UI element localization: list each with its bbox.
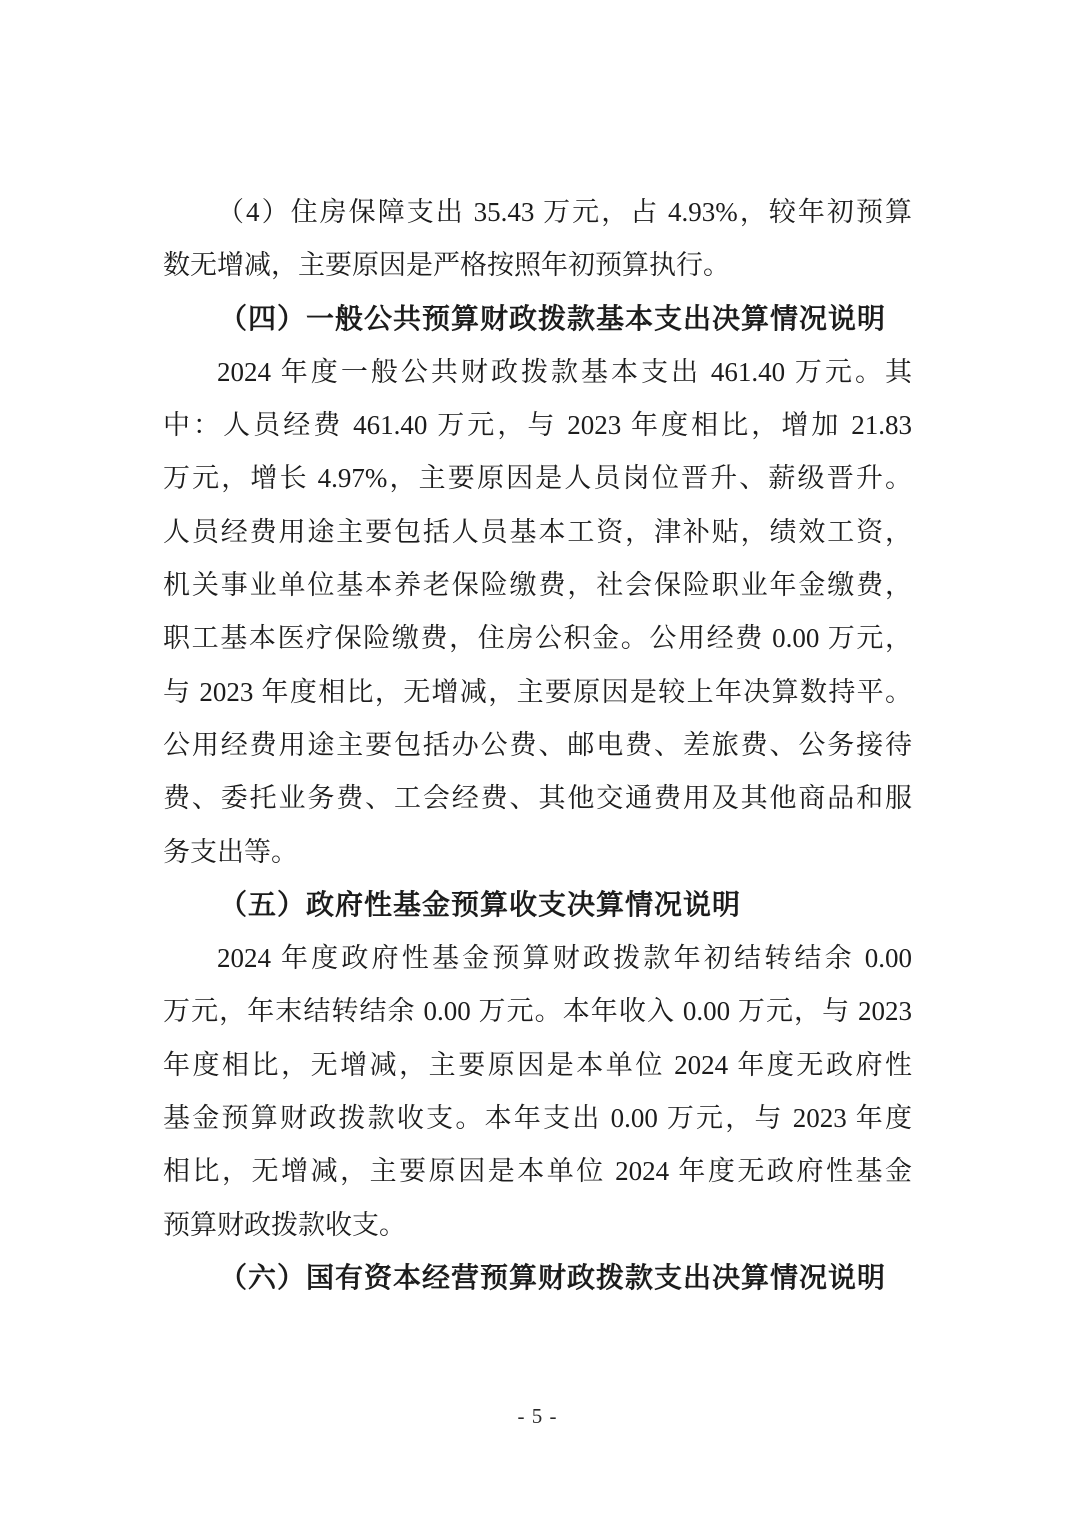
text-line: 中：人员经费 461.40 万元，与 2023 年度相比，增加 21.83 bbox=[163, 410, 912, 441]
page-footer bbox=[0, 1404, 1075, 1428]
text-line: 机关事业单位基本养老保险缴费，社会保险职业年金缴费， bbox=[163, 570, 912, 601]
text-line: 费、委托业务费、工会经费、其他交通费用及其他商品和服 bbox=[163, 783, 912, 814]
text-line: 2024 年度一般公共财政拨款基本支出 461.40 万元。其 bbox=[217, 356, 912, 387]
text-line: 公用经费用途主要包括办公费、邮电费、差旅费、公务接待 bbox=[163, 729, 912, 760]
document-body bbox=[163, 186, 912, 1305]
text-line: （4）住房保障支出 35.43 万元，占 4.93%，较年初预算 bbox=[217, 197, 912, 227]
section-heading: （四）一般公共预算财政拨款基本支出决算情况说明 bbox=[219, 303, 887, 335]
text-line: 预算财政拨款收支。 bbox=[163, 1209, 406, 1240]
text-line: 基金预算财政拨款收支。本年支出 0.00 万元，与 2023 年度 bbox=[163, 1103, 912, 1134]
text-line: 万元，年末结转结余 0.00 万元。本年收入 0.00 万元，与 2023 bbox=[163, 996, 912, 1027]
text-line: 职工基本医疗保险缴费，住房公积金。公用经费 0.00 万元， bbox=[163, 623, 912, 654]
text-line: 与 2023 年度相比，无增减，主要原因是较上年决算数持平。 bbox=[163, 676, 912, 707]
text-line: 数无增减，主要原因是严格按照年初预算执行。 bbox=[163, 250, 730, 281]
text-line: 年度相比，无增减，主要原因是本单位 2024 年度无政府性 bbox=[163, 1049, 912, 1080]
page-number: - 5 - bbox=[517, 1404, 558, 1428]
text-line: 人员经费用途主要包括人员基本工资，津补贴，绩效工资， bbox=[163, 516, 912, 547]
text-line: 2024 年度政府性基金预算财政拨款年初结转结余 0.00 bbox=[217, 943, 912, 974]
section-heading: （五）政府性基金预算收支决算情况说明 bbox=[219, 889, 742, 921]
text-line: 务支出等。 bbox=[163, 836, 298, 867]
text-line: 相比，无增减，主要原因是本单位 2024 年度无政府性基金 bbox=[163, 1156, 912, 1187]
section-heading: （六）国有资本经营预算财政拨款支出决算情况说明 bbox=[219, 1262, 887, 1294]
text-line: 万元，增长 4.97%，主要原因是人员岗位晋升、薪级晋升。 bbox=[163, 463, 912, 494]
